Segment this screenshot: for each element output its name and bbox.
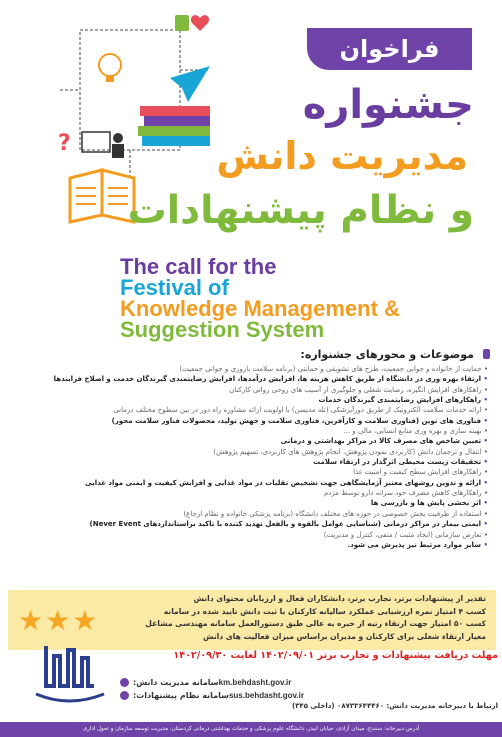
sus-label: سامانه نظام پیشنهادات:	[133, 691, 229, 700]
topic-item: • راهکارهای افزایش سطح کیفیت و امنیت غذا	[138, 467, 488, 477]
english-title-line2: Festival of	[120, 275, 229, 300]
topics-heading: موضوعات و محورهای جشنواره:	[300, 348, 474, 361]
english-title-line4: Suggestion System	[120, 317, 325, 342]
award-line: کسب ۵۰ امتیاز جهت ارتقاء رتبه از خبره به عالی طبق دستورالعمل سامانه مهندسی مشاغل	[145, 619, 486, 628]
topic-item: • بهینه سازی و بهره وری منابع انسانی، مالی و ...	[138, 426, 488, 436]
topic-item: • سایر موارد مرتبط نیز پذیرش می شود.	[138, 540, 488, 550]
award-line: کسب ۴ امتیاز نمره ارزشیابی عملکرد سالیانه کارکنان با ثبت دانش تایید شده در سامانه	[163, 606, 486, 616]
topic-item: • ارائه و تدوین روشهای معتبر آزمایشگاهی جهت تشخیص تقلبات در مواد غذایی و افزایش کیفیت و ایمنی مواد غذایی	[138, 478, 488, 488]
phone-contact: ارتباط با دبیرخانه مدیریت دانش: ۰۸۷۳۳۶۴۴۴۶۰ (داخلی ۳۴۵)	[291, 702, 498, 710]
award-line: تقدیر از پیشنهادات برتر، تجارب برتر، دانشکاران فعال و ارزیابان محتوای دانش	[193, 594, 486, 603]
topic-item: • حمایت از خانواده و جوانی جمعیت، طرح های تشویقی و حمایتی (برنامه سلامت باروری و جوانی جمعیت)	[138, 364, 488, 374]
lightbulb-icon	[99, 54, 121, 76]
topic-item: • فناوری های نوین (فناوری سلامت و کارآفرین، فناوری سلامت و جهش تولید، محصولات فناور سلامت محور)	[138, 416, 488, 426]
topic-item: • استفاده از ظرفیت بخش خصوصی در حوزه های مختلف دانشگاه (برنامه پزشکی خانواده و نظام ارجاع)	[138, 509, 488, 519]
three-stars-icon: ★★★	[18, 604, 100, 637]
university-logo	[24, 636, 114, 716]
award-line: معیار ارتقاء شغلی برای کارکنان و مدیران براساس میزان فعالیت های دانش	[203, 631, 486, 641]
topic-item: • ارتقاء بهره وری در دانشگاه از طریق کاهش هزینه ها، افزایش درآمدها، افزایش رضایتمندی گیرندگان خدمت و اصلاح فرایندها	[138, 374, 488, 384]
topic-item: • راهکارهای کاهش مصرف خود سرانه دارو توسط مردم	[138, 488, 488, 498]
km-url-link[interactable]: km.behdasht.gov.ir	[218, 678, 292, 687]
topic-item: • تعارض سازمانی (ایجاد مثبت / منفی، کنترل و مدیریت)	[138, 530, 488, 540]
thumbs-up-icon	[175, 15, 189, 31]
km-label: سامانه مدیریت دانش:	[133, 678, 219, 687]
call-banner: فراخوان	[307, 28, 472, 70]
suggestion-system-title: و نظام پیشنهادات	[127, 188, 474, 233]
english-title	[120, 256, 450, 340]
globe-icon	[120, 678, 129, 687]
topic-item: • انتقال و ترجمان دانش (کاربردی نمودن پژوهش، انجام پژوهش های کاربردی، تسهیم پژوهش)	[138, 447, 488, 457]
globe-icon	[120, 691, 129, 700]
topics-marker	[483, 349, 490, 359]
topic-item: • اثر بخشی پایش ها و بازرسی ها	[138, 498, 488, 508]
awards-list	[106, 593, 486, 643]
topic-item: • تحقیقات زیست محیطی اثرگذار در ارتقاء سلامت	[138, 457, 488, 467]
km-contact	[120, 676, 498, 689]
topic-item: • راهکارهای افزایش انگیزه، رضایت شغلی و جلوگیری از آسیب های روحی روانی کارکنان	[138, 385, 488, 395]
sus-contact	[120, 689, 498, 702]
knowledge-management-title: مدیریت دانش	[216, 134, 468, 178]
festival-title: جشنواره	[302, 82, 474, 128]
english-title-line3: Knowledge Management &	[120, 296, 400, 321]
footer-address: آدرس دبیرخانه: سنندج، میدان آزادی، خیابان ابیدر، دانشگاه علوم پزشکی و خدمات بهداشتی درمانی کردستان، مدیریت توسعه سازمان و تحول اداری	[0, 722, 502, 737]
english-title-line1: The call for the	[120, 254, 277, 279]
question-mark-icon: ?	[58, 131, 71, 156]
deadline-text: مهلت دریافت پیشنهادات و تجارب برتر ۱۴۰۲/۰۹/۰۱ لغایت ۱۴۰۲/۰۹/۳۰	[173, 650, 498, 661]
presenter-icon	[82, 132, 124, 158]
contacts	[120, 676, 498, 710]
heart-icon	[191, 15, 209, 31]
topic-item: • ایمنی بیمار در مراکز درمانی (شناسایی عوامل بالقوه و بالفعل تهدید کننده با تاکید براستانداردهای Never Event)	[138, 519, 488, 529]
sus-url-link[interactable]: sus.behdasht.gov.ir	[228, 691, 304, 700]
topic-item: • ارائه خدمات سلامت الکترونیک از طریق دورآپزشکی (تله مدیسن) با اولویت ارائه مشاوره راه دور در بین سطوح مختلف درمانی	[138, 405, 488, 415]
topic-item: • تعیین شاخص های مصرف کالا در مراکز بهداشتی و درمانی	[138, 436, 488, 446]
topic-item: • راهکارهای افزایش رضایتمندی گیرندگان خدمات	[138, 395, 488, 405]
topics-list	[53, 364, 488, 550]
